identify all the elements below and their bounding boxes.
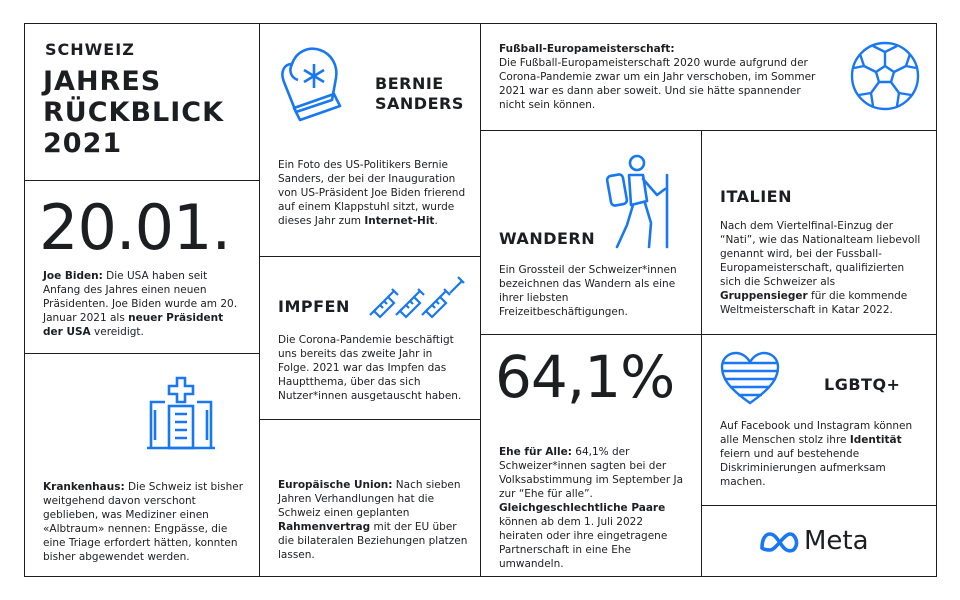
- ehe-bold: Gleichgeschlechtliche Paare: [499, 502, 666, 514]
- lgbtq-text: [720, 419, 926, 489]
- football-body: Die Fußball-Europameisterschaft 2020 wurde aufgrund der Corona-Pandemie zwar um ein Jahr verschoben, im Sommer 2021 war es dann aber soweit. Und sie hätte spannender nicht sein können.: [499, 57, 816, 111]
- eu-lead: Europäische Union:: [278, 479, 393, 491]
- lgbtq-bold: Identität: [849, 434, 902, 446]
- italien-cell: [701, 130, 937, 335]
- italien-title: ITALIEN: [720, 187, 792, 206]
- wandern-cell: [480, 130, 702, 335]
- lgbtq-cell: [701, 334, 937, 506]
- hiker-icon: [603, 151, 683, 251]
- wandern-title: WANDERN: [499, 229, 596, 248]
- lgbtq-title: LGBTQ+: [824, 375, 901, 394]
- mitten-icon: [274, 42, 354, 124]
- date-cell: [24, 180, 260, 354]
- eu-cell: [259, 419, 481, 577]
- hospital-icon: [145, 372, 225, 452]
- bernie-cell: [259, 23, 481, 257]
- date-value: 20.01.: [39, 191, 231, 264]
- date-lead: Joe Biden:: [43, 270, 103, 282]
- football-lead: Fußball-Europameisterschaft:: [499, 43, 675, 55]
- italien-bold: Gruppensieger: [720, 290, 808, 302]
- bernie-title-line2: SANDERS: [375, 94, 464, 113]
- hospital-body: Die Schweiz ist bisher weitgehend davon verschont geblieben, was Mediziner einen «Albtraum» nennen: Engpässe, die eine Triage erfordert hätten, konnten bisher abgewendet werden.: [43, 481, 244, 563]
- bernie-title: [375, 74, 464, 114]
- italien-text: [720, 219, 924, 317]
- italien-text2: für die kommende Weltmeisterschaft in Katar 2022.: [720, 290, 908, 316]
- ehe-cell: [480, 334, 702, 577]
- football-cell: [480, 23, 937, 131]
- ehe-text1: 64,1% der Schweizer*innen sagten bei der Volksabstimmung im September Ja zur “Ehe für alle”.: [499, 446, 684, 500]
- lgbtq-text1: Auf Facebook und Instagram können alle Menschen stolz ihre: [720, 420, 913, 446]
- football-text: [499, 42, 819, 112]
- page-title-line2: RÜCKBLICK: [43, 97, 225, 128]
- brand-name: Meta: [804, 526, 869, 556]
- brand-cell: [701, 505, 937, 577]
- eu-text: [278, 478, 468, 562]
- bernie-title-line1: BERNIE: [375, 74, 444, 93]
- header-kicker: SCHWEIZ: [45, 40, 135, 59]
- hospital-text: [43, 480, 247, 564]
- eu-text2: mit der EU über die bilateralen Beziehungen platzen lassen.: [278, 521, 468, 561]
- page-title-line3: 2021: [43, 128, 123, 159]
- ehe-lead: Ehe für Alle:: [499, 446, 572, 458]
- eu-bold: Rahmenvertrag: [278, 521, 371, 533]
- meta-logo-icon: [758, 530, 802, 554]
- bernie-bold: Internet-Hit: [364, 215, 435, 227]
- date-text1: Die USA haben seit Anfang des Jahres einen neuen Präsidenten. Joe Biden wurde am 20. Januar 2021 als: [43, 270, 238, 324]
- syringe-icon: [366, 275, 466, 319]
- bernie-text2: .: [434, 215, 438, 227]
- wandern-text: Ein Grossteil der Schweizer*innen bezeichnen das Wandern als eine ihrer liebsten Freizeitbeschäftigungen.: [499, 264, 677, 318]
- eu-text1: Nach sieben Jahren Verhandlungen hat die Schweiz einen geplanten: [278, 479, 461, 519]
- ehe-big-value: 64,1%: [495, 343, 675, 411]
- date-bold: neuer Präsident der USA: [43, 312, 224, 338]
- bernie-text1: Ein Foto des US-Politikers Bernie Sanders, der bei der Inauguration von US-Präsident Joe Biden frierend auf einem Klappstuhl sitzt, wurde dieses Jahr zum: [278, 159, 466, 227]
- impfen-title: IMPFEN: [278, 297, 350, 316]
- header-cell: [24, 23, 260, 181]
- ehe-text: [499, 445, 689, 571]
- heart-icon: [720, 351, 780, 407]
- hospital-cell: [24, 353, 260, 577]
- bernie-text: [278, 158, 468, 228]
- page-title-line1: JAHRES: [43, 66, 162, 97]
- italien-text1: Nach dem Viertelfinal-Einzug der “Nati”, wie das Nationalteam liebevoll genannt wird, bei der Fussball-Europameisterschaft, qualifizierten sich die Schweizer als: [720, 220, 921, 288]
- ehe-text2: können ab dem 1. Juli 2022 heiraten oder ihre eingetragene Partnerschaft in eine Ehe umwandeln.: [499, 516, 668, 570]
- hospital-lead: Krankenhaus:: [43, 481, 125, 493]
- date-text2: vereidigt.: [90, 326, 144, 338]
- football-icon: [849, 40, 921, 112]
- lgbtq-text2: feiern und auf bestehende Diskriminierungen aufmerksam machen.: [720, 448, 886, 488]
- date-text: [43, 269, 245, 339]
- impfen-text: Die Corona-Pandemie beschäftigt uns bereits das zweite Jahr in Folge. 2021 war das Impfen das Hauptthema, über das sich Nutzer*innen ausgetauscht haben.: [278, 334, 462, 402]
- impfen-cell: [259, 256, 481, 420]
- page-title: [43, 66, 224, 159]
